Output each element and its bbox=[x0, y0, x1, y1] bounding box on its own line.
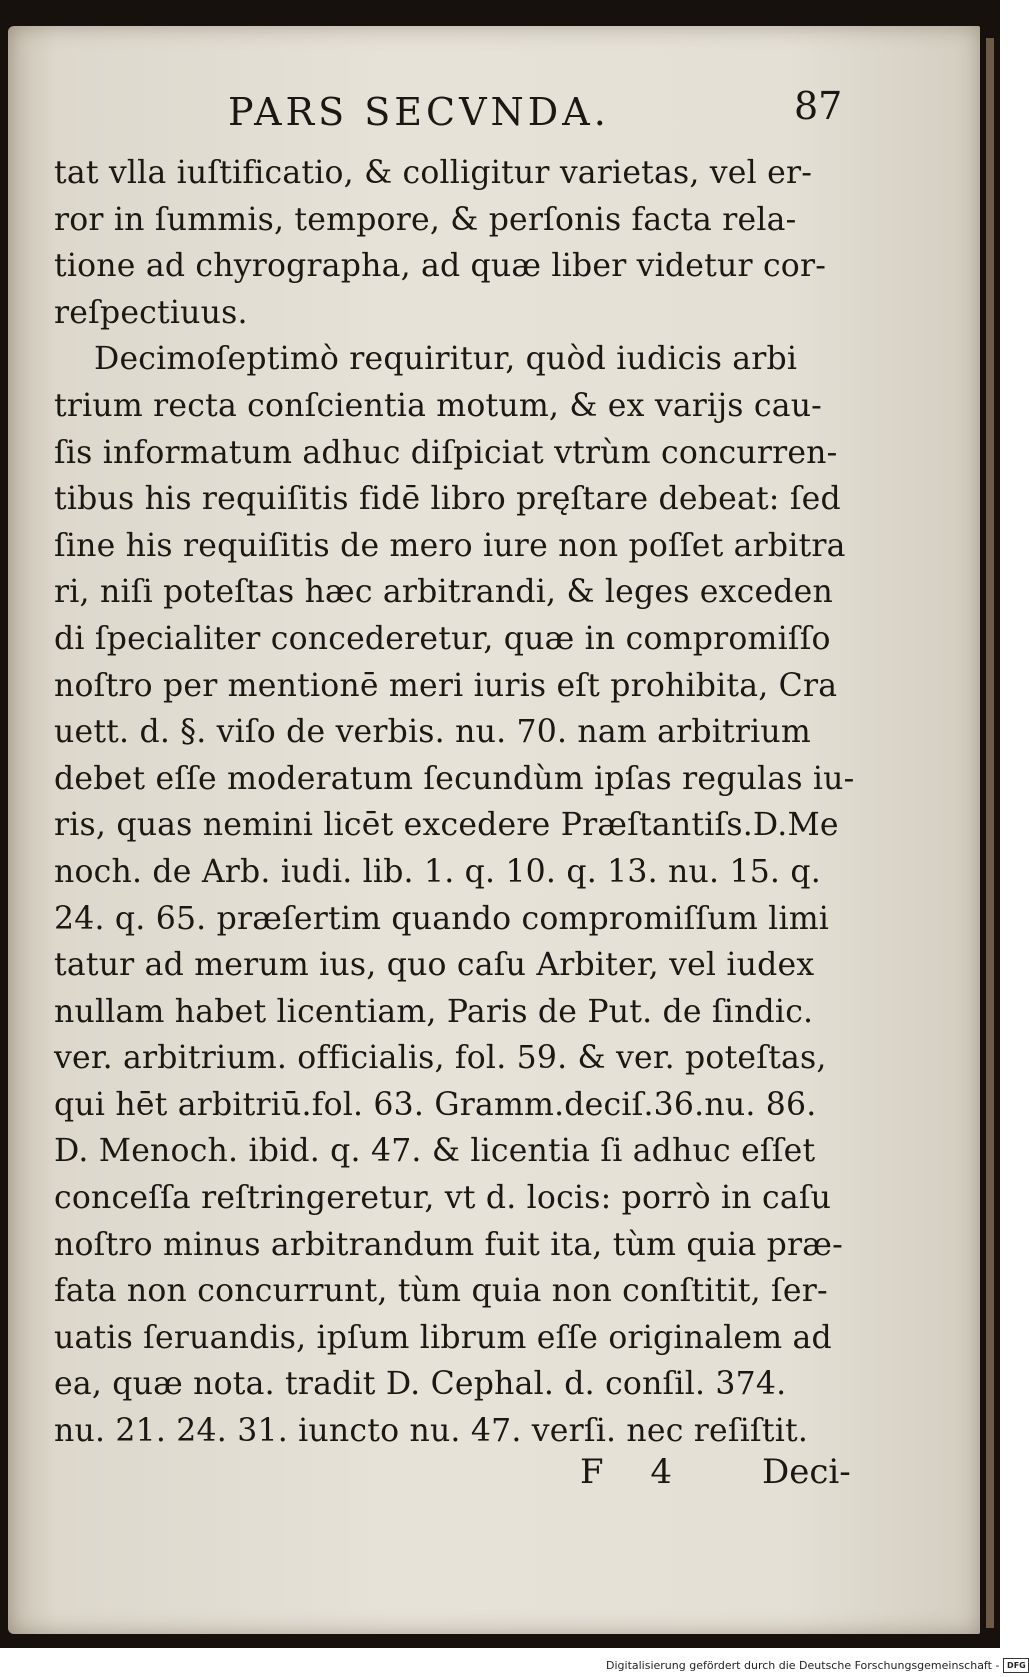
running-title: PARS SECVNDA. bbox=[228, 90, 610, 134]
digitization-credit bbox=[606, 1655, 1029, 1675]
text-line: ea, quæ nota. tradit D. Cephal. d. conſil. 374. bbox=[54, 1366, 787, 1403]
page-header bbox=[8, 76, 980, 136]
signature-mark: F 4 bbox=[580, 1452, 691, 1492]
text-line: qui hēt arbitriū.fol. 63. Gramm.deciſ.36.nu. 86. bbox=[54, 1086, 817, 1123]
text-line: noſtro minus arbitrandum fuit ita, tùm quia præ- bbox=[54, 1226, 843, 1263]
text-line: debet eſſe moderatum ſecundùm ipſas regulas iu- bbox=[54, 760, 855, 797]
text-line: noch. de Arb. iudi. lib. 1. q. 10. q. 13. nu. 15. q. bbox=[54, 853, 821, 890]
paragraph-start-line: Decimoſeptimò requiritur, quòd iudicis arbi bbox=[94, 341, 798, 378]
text-line: noſtro per mentionē meri iuris eſt prohibita, Cra bbox=[54, 667, 838, 704]
text-line: 24. q. 65. præſertim quando compromiſſum limi bbox=[54, 900, 830, 937]
page-number: 87 bbox=[794, 84, 843, 128]
book-page bbox=[8, 26, 980, 1634]
text-line: di ſpecialiter concederetur, quæ in compromiſſo bbox=[54, 620, 831, 657]
text-line: reſpectiuus. bbox=[54, 294, 248, 331]
text-line: nu. 21. 24. 31. iuncto nu. 47. verſi. nec reſiſtit. bbox=[54, 1413, 809, 1450]
text-line: ris, quas nemini licēt excedere Præſtantiſs.D.Me bbox=[54, 807, 839, 844]
body-text bbox=[54, 150, 874, 1455]
text-line: ver. arbitrium. officialis, fol. 59. & ver. poteſtas, bbox=[54, 1040, 827, 1077]
catchline bbox=[8, 1450, 980, 1500]
text-line: trium recta conſcientia motum, & ex varijs cau- bbox=[54, 387, 823, 424]
text-line: tatur ad merum ius, quo caſu Arbiter, vel iudex bbox=[54, 947, 815, 984]
catchword: Deci- bbox=[762, 1452, 851, 1492]
text-line: tione ad chyrographa, ad quæ liber videtur cor- bbox=[54, 248, 827, 285]
text-line: nullam habet licentiam, Paris de Put. de ſindic. bbox=[54, 993, 814, 1030]
page-edge bbox=[986, 38, 994, 1628]
text-line: fata non concurrunt, tùm quia non conſtitit, ſer- bbox=[54, 1273, 828, 1310]
text-line: tibus his requiſitis fidē libro pręſtare debeat: ſed bbox=[54, 481, 841, 518]
text-line: tat vlla iuſtificatio, & colligitur varietas, vel er- bbox=[54, 155, 813, 191]
credit-text: Digitalisierung gefördert durch die Deutsche Forschungsgemeinschaft - bbox=[606, 1658, 1000, 1672]
text-line: uatis ſeruandis, ipſum librum eſſe originalem ad bbox=[54, 1319, 832, 1356]
text-line: uett. d. §. viſo de verbis. nu. 70. nam arbitrium bbox=[54, 714, 811, 751]
text-line: ſine his requiſitis de mero iure non poſſet arbitra bbox=[54, 527, 846, 564]
dfg-logo: DFG bbox=[1003, 1658, 1029, 1673]
text-line: ſis informatum adhuc diſpiciat vtrùm concurren- bbox=[54, 434, 838, 471]
text-line: ri, niſi poteſtas hæc arbitrandi, & leges exceden bbox=[54, 574, 833, 611]
text-line: ror in ſummis, tempore, & perſonis facta rela- bbox=[54, 201, 797, 238]
text-line: conceſſa reſtringeretur, vt d. locis: porrò in caſu bbox=[54, 1180, 832, 1217]
text-line: D. Menoch. ibid. q. 47. & licentia ſi adhuc eſſet bbox=[54, 1133, 816, 1170]
